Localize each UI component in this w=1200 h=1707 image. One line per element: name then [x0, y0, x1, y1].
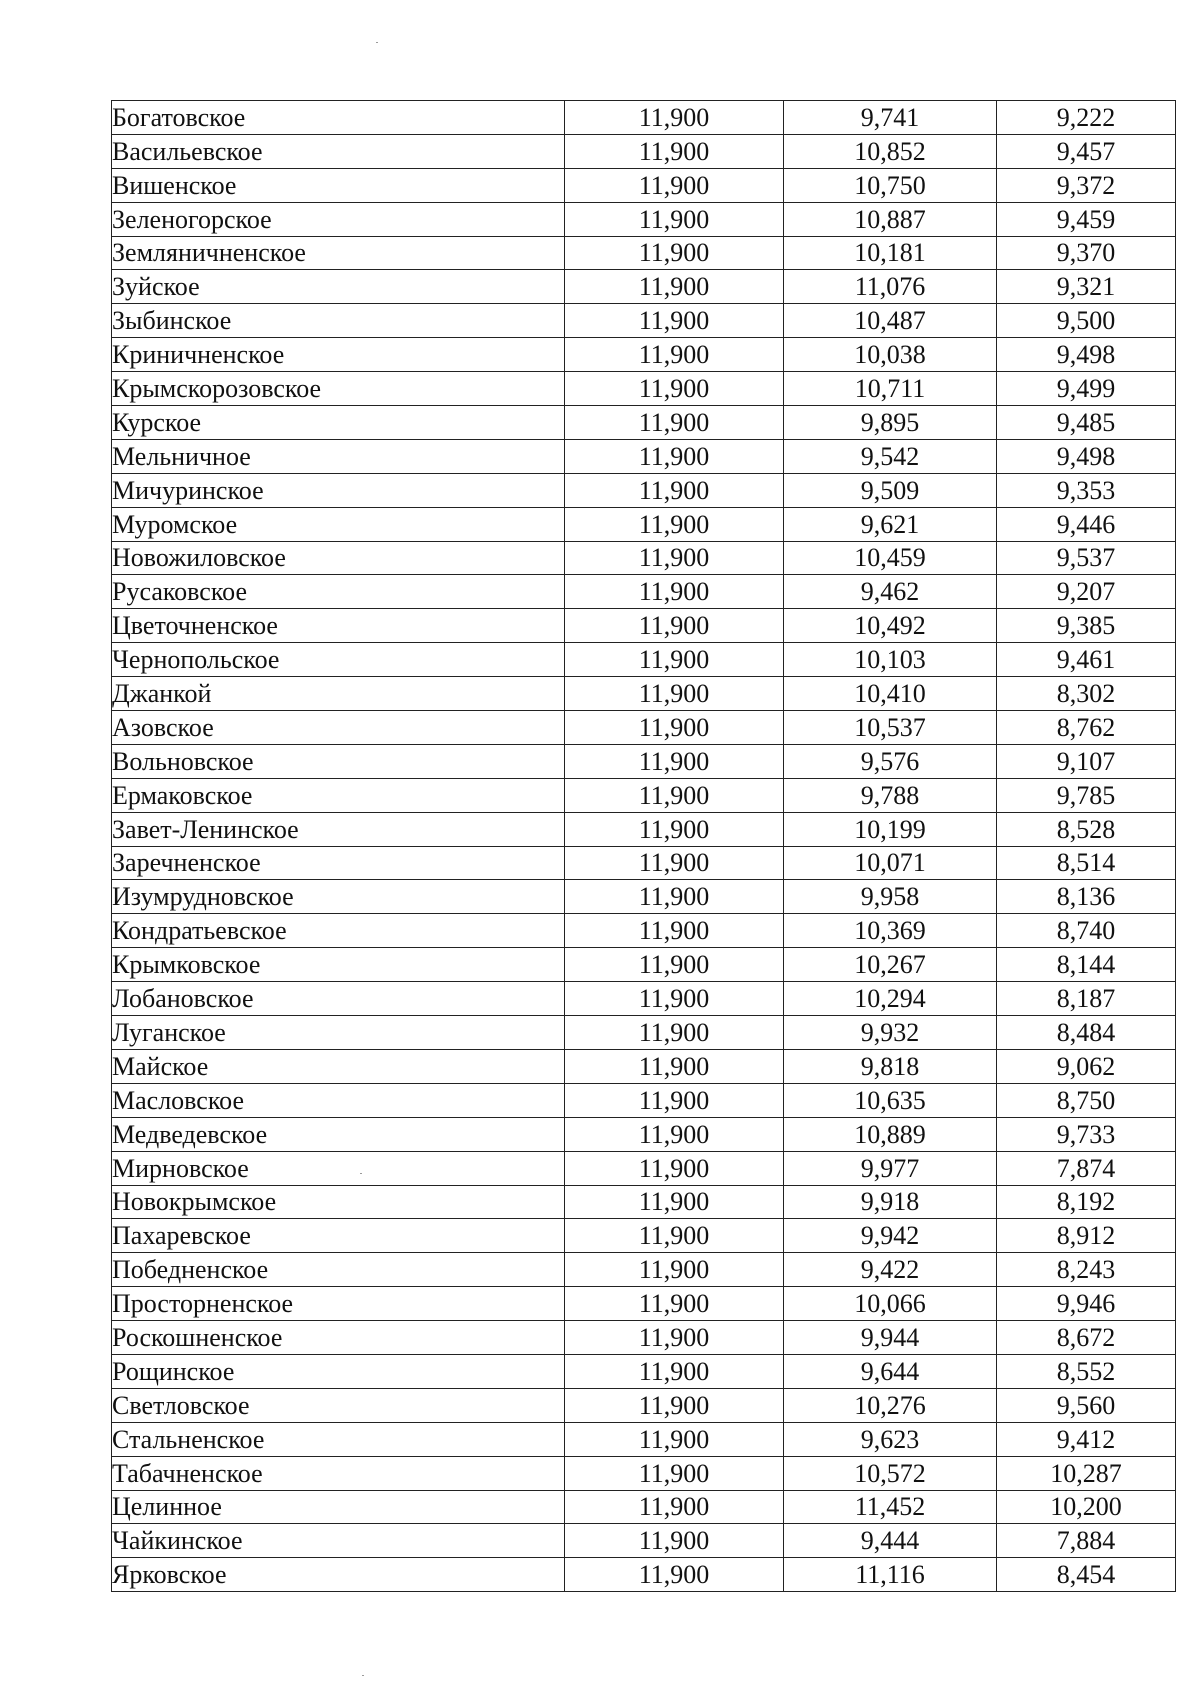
- value-1-cell: 11,900: [565, 643, 784, 677]
- value-2-cell: 10,750: [784, 168, 997, 202]
- value-2-cell: 10,887: [784, 202, 997, 236]
- table-row: [112, 744, 1176, 778]
- value-2-cell: 9,788: [784, 778, 997, 812]
- value-2-cell: 10,066: [784, 1287, 997, 1321]
- value-3-cell: 8,243: [997, 1253, 1176, 1287]
- settlement-name-cell: Майское: [112, 1049, 565, 1083]
- value-2-cell: 10,199: [784, 812, 997, 846]
- settlement-name-cell: Зуйское: [112, 270, 565, 304]
- table-row: [112, 1083, 1176, 1117]
- table-row: [112, 575, 1176, 609]
- settlement-name-cell: Заречненское: [112, 846, 565, 880]
- value-1-cell: 11,900: [565, 1287, 784, 1321]
- value-2-cell: 9,422: [784, 1253, 997, 1287]
- value-2-cell: 10,889: [784, 1117, 997, 1151]
- value-2-cell: 10,181: [784, 236, 997, 270]
- table-row: [112, 168, 1176, 202]
- value-3-cell: 9,459: [997, 202, 1176, 236]
- settlement-name-cell: Новожиловское: [112, 541, 565, 575]
- value-1-cell: 11,900: [565, 473, 784, 507]
- settlement-name-cell: Луганское: [112, 1016, 565, 1050]
- settlement-name-cell: Просторненское: [112, 1287, 565, 1321]
- settlement-name-cell: Ярковское: [112, 1558, 565, 1592]
- value-1-cell: 11,900: [565, 846, 784, 880]
- value-3-cell: 9,499: [997, 372, 1176, 406]
- value-2-cell: 9,623: [784, 1422, 997, 1456]
- table-row: [112, 507, 1176, 541]
- table-row: [112, 1422, 1176, 1456]
- settlement-name-cell: Васильевское: [112, 134, 565, 168]
- value-1-cell: 11,900: [565, 711, 784, 745]
- value-1-cell: 11,900: [565, 1456, 784, 1490]
- table-body: [112, 101, 1176, 1592]
- value-1-cell: 11,900: [565, 338, 784, 372]
- table-row: [112, 236, 1176, 270]
- value-3-cell: 7,884: [997, 1524, 1176, 1558]
- table-row: [112, 1456, 1176, 1490]
- value-1-cell: 11,900: [565, 1490, 784, 1524]
- value-1-cell: 11,900: [565, 948, 784, 982]
- value-2-cell: 10,038: [784, 338, 997, 372]
- value-3-cell: 9,733: [997, 1117, 1176, 1151]
- value-2-cell: 10,492: [784, 609, 997, 643]
- table-row: [112, 372, 1176, 406]
- value-3-cell: 9,785: [997, 778, 1176, 812]
- value-1-cell: 11,900: [565, 982, 784, 1016]
- settlement-name-cell: Лобановское: [112, 982, 565, 1016]
- value-1-cell: 11,900: [565, 202, 784, 236]
- scan-speck: [362, 1675, 364, 1676]
- value-3-cell: 9,207: [997, 575, 1176, 609]
- settlement-name-cell: Зеленогорское: [112, 202, 565, 236]
- table-row: [112, 1016, 1176, 1050]
- table-row: [112, 778, 1176, 812]
- table-row: [112, 473, 1176, 507]
- settlement-name-cell: Табачненское: [112, 1456, 565, 1490]
- value-2-cell: 10,276: [784, 1388, 997, 1422]
- value-3-cell: 8,192: [997, 1185, 1176, 1219]
- value-2-cell: 11,116: [784, 1558, 997, 1592]
- value-1-cell: 11,900: [565, 812, 784, 846]
- value-1-cell: 11,900: [565, 1422, 784, 1456]
- value-2-cell: 9,942: [784, 1219, 997, 1253]
- settlement-name-cell: Чайкинское: [112, 1524, 565, 1558]
- settlement-name-cell: Вольновское: [112, 744, 565, 778]
- settlement-name-cell: Крымковское: [112, 948, 565, 982]
- value-3-cell: 9,485: [997, 406, 1176, 440]
- value-3-cell: 10,287: [997, 1456, 1176, 1490]
- value-2-cell: 9,741: [784, 101, 997, 135]
- value-3-cell: 9,560: [997, 1388, 1176, 1422]
- value-1-cell: 11,900: [565, 168, 784, 202]
- settlement-name-cell: Завет-Ленинское: [112, 812, 565, 846]
- value-2-cell: 9,509: [784, 473, 997, 507]
- value-3-cell: 9,498: [997, 439, 1176, 473]
- table-row: [112, 1287, 1176, 1321]
- value-1-cell: 11,900: [565, 677, 784, 711]
- table-row: [112, 1321, 1176, 1355]
- value-2-cell: 10,487: [784, 304, 997, 338]
- value-2-cell: 9,462: [784, 575, 997, 609]
- value-2-cell: 10,852: [784, 134, 997, 168]
- value-2-cell: 9,444: [784, 1524, 997, 1558]
- value-1-cell: 11,900: [565, 1016, 784, 1050]
- settlement-name-cell: Роскошненское: [112, 1321, 565, 1355]
- value-3-cell: 8,912: [997, 1219, 1176, 1253]
- value-3-cell: 9,353: [997, 473, 1176, 507]
- value-2-cell: 10,537: [784, 711, 997, 745]
- table-row: [112, 1117, 1176, 1151]
- table-row: [112, 1524, 1176, 1558]
- value-3-cell: 9,222: [997, 101, 1176, 135]
- value-1-cell: 11,900: [565, 541, 784, 575]
- settlement-name-cell: Цветочненское: [112, 609, 565, 643]
- value-1-cell: 11,900: [565, 1151, 784, 1185]
- table-row: [112, 1049, 1176, 1083]
- value-3-cell: 9,321: [997, 270, 1176, 304]
- value-1-cell: 11,900: [565, 880, 784, 914]
- value-3-cell: 8,672: [997, 1321, 1176, 1355]
- value-3-cell: 9,498: [997, 338, 1176, 372]
- value-1-cell: 11,900: [565, 134, 784, 168]
- value-3-cell: 8,514: [997, 846, 1176, 880]
- table-row: [112, 406, 1176, 440]
- value-3-cell: 9,062: [997, 1049, 1176, 1083]
- value-2-cell: 10,572: [784, 1456, 997, 1490]
- value-1-cell: 11,900: [565, 609, 784, 643]
- table-row: [112, 439, 1176, 473]
- value-3-cell: 10,200: [997, 1490, 1176, 1524]
- settlement-name-cell: Изумрудновское: [112, 880, 565, 914]
- value-3-cell: 9,412: [997, 1422, 1176, 1456]
- settlement-name-cell: Новокрымское: [112, 1185, 565, 1219]
- value-2-cell: 10,071: [784, 846, 997, 880]
- table-row: [112, 541, 1176, 575]
- table-row: [112, 1219, 1176, 1253]
- value-2-cell: 9,977: [784, 1151, 997, 1185]
- value-3-cell: 8,552: [997, 1354, 1176, 1388]
- table-row: [112, 948, 1176, 982]
- value-1-cell: 11,900: [565, 1321, 784, 1355]
- table-row: [112, 880, 1176, 914]
- value-3-cell: 8,136: [997, 880, 1176, 914]
- table-row: [112, 1185, 1176, 1219]
- value-1-cell: 11,900: [565, 744, 784, 778]
- value-2-cell: 9,932: [784, 1016, 997, 1050]
- settlement-name-cell: Русаковское: [112, 575, 565, 609]
- value-3-cell: 8,144: [997, 948, 1176, 982]
- value-1-cell: 11,900: [565, 1049, 784, 1083]
- settlement-name-cell: Мельничное: [112, 439, 565, 473]
- value-1-cell: 11,900: [565, 778, 784, 812]
- settlement-name-cell: Земляничненское: [112, 236, 565, 270]
- value-3-cell: 9,946: [997, 1287, 1176, 1321]
- settlement-name-cell: Чернопольское: [112, 643, 565, 677]
- value-2-cell: 10,267: [784, 948, 997, 982]
- value-1-cell: 11,900: [565, 372, 784, 406]
- value-3-cell: 8,187: [997, 982, 1176, 1016]
- value-3-cell: 8,528: [997, 812, 1176, 846]
- value-3-cell: 9,385: [997, 609, 1176, 643]
- value-1-cell: 11,900: [565, 304, 784, 338]
- settlement-name-cell: Рощинское: [112, 1354, 565, 1388]
- table-row: [112, 1151, 1176, 1185]
- settlement-name-cell: Богатовское: [112, 101, 565, 135]
- value-1-cell: 11,900: [565, 270, 784, 304]
- value-3-cell: 7,874: [997, 1151, 1176, 1185]
- value-1-cell: 11,900: [565, 1524, 784, 1558]
- table-row: [112, 270, 1176, 304]
- value-1-cell: 11,900: [565, 236, 784, 270]
- value-2-cell: 10,635: [784, 1083, 997, 1117]
- settlement-name-cell: Мичуринское: [112, 473, 565, 507]
- value-1-cell: 11,900: [565, 1219, 784, 1253]
- value-1-cell: 11,900: [565, 1083, 784, 1117]
- value-1-cell: 11,900: [565, 1558, 784, 1592]
- value-1-cell: 11,900: [565, 1185, 784, 1219]
- settlement-name-cell: Мирновское: [112, 1151, 565, 1185]
- table-row: [112, 1354, 1176, 1388]
- value-2-cell: 10,369: [784, 914, 997, 948]
- table-row: [112, 134, 1176, 168]
- settlement-name-cell: Ермаковское: [112, 778, 565, 812]
- settlement-name-cell: Азовское: [112, 711, 565, 745]
- settlement-name-cell: Криничненское: [112, 338, 565, 372]
- table-row: [112, 202, 1176, 236]
- table-row: [112, 101, 1176, 135]
- value-3-cell: 8,484: [997, 1016, 1176, 1050]
- value-2-cell: 9,644: [784, 1354, 997, 1388]
- table-row: [112, 338, 1176, 372]
- value-2-cell: 10,711: [784, 372, 997, 406]
- value-3-cell: 8,454: [997, 1558, 1176, 1592]
- value-3-cell: 9,537: [997, 541, 1176, 575]
- settlement-name-cell: Масловское: [112, 1083, 565, 1117]
- settlement-name-cell: Крымскорозовское: [112, 372, 565, 406]
- value-3-cell: 8,740: [997, 914, 1176, 948]
- settlements-table: [111, 100, 1176, 1592]
- value-3-cell: 9,370: [997, 236, 1176, 270]
- value-2-cell: 10,459: [784, 541, 997, 575]
- value-1-cell: 11,900: [565, 914, 784, 948]
- value-1-cell: 11,900: [565, 439, 784, 473]
- value-1-cell: 11,900: [565, 101, 784, 135]
- settlement-name-cell: Светловское: [112, 1388, 565, 1422]
- value-2-cell: 11,452: [784, 1490, 997, 1524]
- value-1-cell: 11,900: [565, 1253, 784, 1287]
- settlement-name-cell: Целинное: [112, 1490, 565, 1524]
- table-row: [112, 1253, 1176, 1287]
- settlement-name-cell: Медведевское: [112, 1117, 565, 1151]
- value-1-cell: 11,900: [565, 1388, 784, 1422]
- table-row: [112, 812, 1176, 846]
- value-2-cell: 9,944: [784, 1321, 997, 1355]
- settlement-name-cell: Курское: [112, 406, 565, 440]
- value-2-cell: 9,918: [784, 1185, 997, 1219]
- table-row: [112, 609, 1176, 643]
- settlement-name-cell: Джанкой: [112, 677, 565, 711]
- table-row: [112, 304, 1176, 338]
- table-row: [112, 643, 1176, 677]
- settlement-name-cell: Зыбинское: [112, 304, 565, 338]
- value-3-cell: 8,762: [997, 711, 1176, 745]
- value-2-cell: 11,076: [784, 270, 997, 304]
- value-1-cell: 11,900: [565, 575, 784, 609]
- value-3-cell: 9,500: [997, 304, 1176, 338]
- value-3-cell: 9,457: [997, 134, 1176, 168]
- table-row: [112, 1558, 1176, 1592]
- table-row: [112, 982, 1176, 1016]
- table-row: [112, 846, 1176, 880]
- table-row: [112, 711, 1176, 745]
- value-3-cell: 9,461: [997, 643, 1176, 677]
- settlement-name-cell: Победненское: [112, 1253, 565, 1287]
- table-row: [112, 914, 1176, 948]
- value-2-cell: 10,294: [784, 982, 997, 1016]
- value-3-cell: 9,107: [997, 744, 1176, 778]
- value-2-cell: 10,410: [784, 677, 997, 711]
- value-1-cell: 11,900: [565, 406, 784, 440]
- settlement-name-cell: Пахаревское: [112, 1219, 565, 1253]
- value-3-cell: 8,750: [997, 1083, 1176, 1117]
- scan-speck: [376, 42, 378, 43]
- table-row: [112, 1490, 1176, 1524]
- value-2-cell: 9,542: [784, 439, 997, 473]
- value-2-cell: 9,576: [784, 744, 997, 778]
- table-row: [112, 1388, 1176, 1422]
- settlement-name-cell: Кондратьевское: [112, 914, 565, 948]
- value-3-cell: 9,446: [997, 507, 1176, 541]
- value-3-cell: 9,372: [997, 168, 1176, 202]
- value-2-cell: 9,958: [784, 880, 997, 914]
- value-2-cell: 10,103: [784, 643, 997, 677]
- value-1-cell: 11,900: [565, 1354, 784, 1388]
- value-1-cell: 11,900: [565, 507, 784, 541]
- settlement-name-cell: Вишенское: [112, 168, 565, 202]
- settlement-name-cell: Стальненское: [112, 1422, 565, 1456]
- settlement-name-cell: Муромское: [112, 507, 565, 541]
- value-2-cell: 9,895: [784, 406, 997, 440]
- value-2-cell: 9,818: [784, 1049, 997, 1083]
- value-3-cell: 8,302: [997, 677, 1176, 711]
- value-2-cell: 9,621: [784, 507, 997, 541]
- value-1-cell: 11,900: [565, 1117, 784, 1151]
- table-row: [112, 677, 1176, 711]
